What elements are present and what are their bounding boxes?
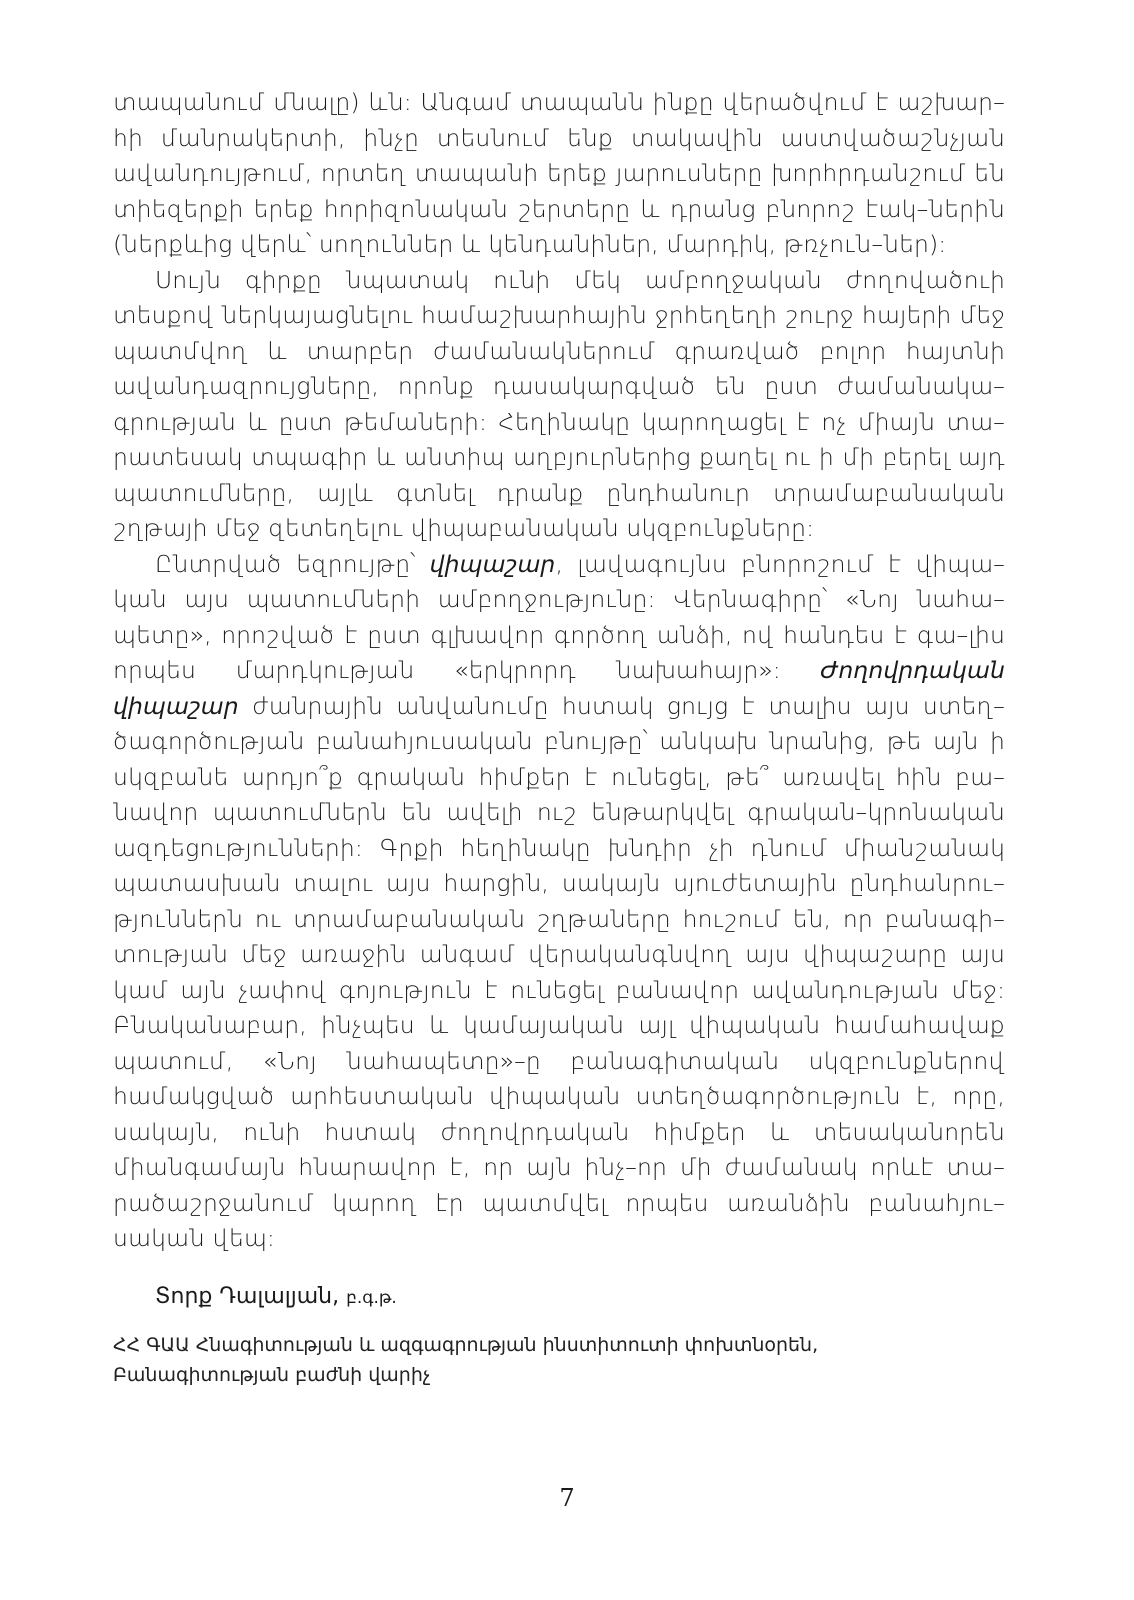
page-number: 7: [559, 1484, 575, 1512]
italic-term: վիպաշար: [429, 549, 556, 578]
paragraph: [113, 263, 1005, 547]
affiliation-line-2: Բանագիտության բաժնի վարիչ: [113, 1363, 431, 1386]
paragraph-text: տապանում մնալը) ևն: Անգամ տապանն ինքը վերածվում է աշխար–հի մանրակերտի, ինչը տեսնում ենք տակավին աստվածաշնչյան ավանդույթում, որտեղ տապանի երեք յարուսները խորհրդանշում են տիեզերքի երեք հորիզոնական շերտերը և դրանց բնորոշ էակ–ներին (ներքևից վերև՝ սողուններ և կենդանիներ, մարդիկ, թռչուն–ներ):: [113, 88, 1005, 258]
author-degree: բ.գ.թ.: [346, 1287, 397, 1308]
paragraph-text: Սույն գիրքը նպատակ ունի մեկ ամբողջական ժողովածուի տեսքով ներկայացնելու համաշխարհային ջրհեղեղի շուրջ հայերի մեջ պատմվող և տարբեր ժամանակներում գրառված բոլոր հայտնի ավանդազրույցները, որոնք դասակարգված են ըստ ժամանակա–գրության և ըստ թեմաների: Հեղինակը կարողացել է ոչ միայն տա–րատեսակ տպագիր և անտիպ աղբյուրներից քաղել ու ի մի բերել այդ պատումները, այլև գտնել դրանք ընդհանուր տրամաբանական շղթայի մեջ զետեղելու վիպաբանական սկզբունքները:: [113, 265, 1005, 542]
italic-term: Ժողովրդական վիպաշար: [113, 656, 1005, 720]
author-signature: [155, 1281, 1005, 1314]
paragraph-text: ժանրային անվանումը հստակ ցույց է տալիս այս ստեղ–ծագործության բանահյուսական բնույթը՝ անկախ նրանից, թե այն ի սկզբանե արդյո՞ք գրական հիմքեր է ունեցել, թե՞ առավել հին բա–նավոր պատումներն են ավելի ուշ ենթարկվել գրական–կրոնական ազդեցությունների: Գրքի հեղինակը խնդիր չի դնում միանշանակ պատասխան տալու այս հարցին, սակայն սյուժետային ընդհանրու–թյուններն ու տրամաբանական շղթաները հուշում են, որ բանագի–տության մեջ առաջին անգամ վերականգնվող այս վիպաշարը այս կամ այն չափով գոյություն է ունեցել բանավոր ավանդության մեջ: Բնականաբար, ինչպես և կամայական այլ վիպական համահավաք պատում, «Նոյ նահապետը»–ը բանագիտական սկզբունքներով համակցված արհեստական վիպական ստեղծագործություն է, որը, սակայն, ունի հստակ ժողովրդական հիմքեր և տեսականորեն միանգամայն հնարավոր է, որ այն ինչ–որ մի ժամանակ որևէ տա–րածաշրջանում կարող էր պատմվել որպես առանձին բանահյու–սական վեպ:: [113, 691, 1005, 1252]
paragraph: [113, 547, 1005, 1257]
author-affiliation: [113, 1330, 1005, 1390]
page-content: [113, 85, 1005, 1390]
paragraph-text: , լավագույնս բնորոշում է վիպա–կան այս պատումների ամբողջությունը: Վերնագիրը՝ «Նոյ նահա–պետը», որոշված է ըստ գլխավոր գործող անձի, ով հանդես է գա–լիս որպես մարդկության «երկրորդ նախահայր»:: [113, 549, 1005, 684]
affiliation-line-1: ՀՀ ԳԱԱ Հնագիտության և ազգագրության ինստիտուտի փոխտնօրեն,: [113, 1333, 819, 1356]
paragraph: [113, 85, 1005, 263]
body-text: [113, 85, 1005, 1257]
paragraph-text: Ընտրված եզրույթը՝: [155, 549, 430, 578]
author-name: Տորք Դալալյան,: [155, 1283, 347, 1309]
